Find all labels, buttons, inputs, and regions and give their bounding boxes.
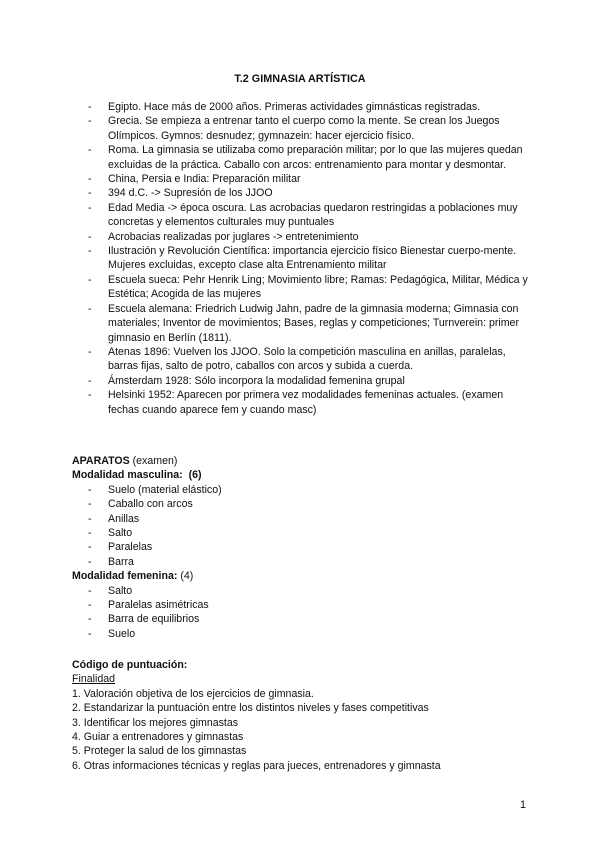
bullet-marker: - (88, 527, 92, 540)
bullet-marker: - (88, 201, 92, 214)
list-item: 3. Identificar los mejores gimnastas (72, 716, 239, 729)
list-item: - Atenas 1896: Vuelven los JJOO. Solo la competición masculina en anillas, paralelas, barras fijas, salto de potro, caballos con arcos y subida a cuerda. (88, 345, 506, 373)
list-item: 4. Guiar a entrenadores y gimnastas (72, 731, 244, 744)
bullet-marker: - (88, 498, 92, 511)
bullet-marker: - (88, 144, 92, 157)
list-item: - Salto (88, 527, 133, 540)
page-number: 1 (520, 799, 527, 811)
list-item: - Ámsterdam 1928: Sólo incorpora la modalidad femenina grupal (88, 374, 405, 387)
bullet-marker: - (88, 374, 92, 387)
bullet-marker: - (88, 541, 92, 554)
list-item: - Escuela alemana: Friedrich Ludwig Jahn, padre de la gimnasia moderna; Gimnasia con materiales; Inventor de movimientos; Bases, reglas y competiciones; Turnverein: primer gimnasio en Berlín (1811). (88, 302, 519, 344)
list-item: - Acrobacias realizadas por juglares -> entretenimiento (88, 230, 359, 243)
bullet-marker: - (88, 173, 92, 186)
bullet-marker: - (88, 389, 92, 402)
femenina-heading: Modalidad femenina: (4) (72, 570, 194, 583)
codigo-section (72, 658, 532, 773)
list-item: - Paralelas asimétricas (88, 599, 209, 612)
list-item: - Ilustración y Revolución Científica: importancia ejercicio físico Bienestar cuerpo-mente. Mujeres excluidas, excepto clase alta Entrenamiento militar (88, 245, 517, 272)
bullet-marker: - (88, 345, 92, 358)
bullet-marker: - (88, 302, 92, 315)
bullet-marker: - (88, 245, 92, 258)
list-item: - Paralelas (88, 541, 153, 554)
list-item: - Escuela sueca: Pehr Henrik Ling; Movimiento libre; Ramas: Pedagógica, Militar, Médica y Estética; Acogida de las mujeres (88, 273, 528, 301)
bullet-marker: - (88, 101, 92, 113)
list-item: 6. Otras informaciones técnicas y reglas para jueces, entrenadores y gimnasta (72, 759, 441, 772)
bullet-marker: - (88, 273, 92, 286)
bullet-marker: - (88, 483, 92, 496)
bullet-marker: - (88, 115, 92, 128)
list-item: - Salto (88, 584, 133, 597)
page-title: T.2 GIMNASIA ARTÍSTICA (234, 73, 366, 85)
list-item: - Barra de equilibrios (88, 613, 200, 626)
list-item: - Anillas (88, 512, 140, 525)
bullet-marker: - (88, 599, 92, 612)
list-item: 5. Proteger la salud de los gimnastas (72, 745, 247, 758)
finalidad-subheading: Finalidad (72, 673, 115, 686)
bullet-marker: - (88, 584, 92, 597)
aparatos-section (72, 454, 532, 641)
list-item: - Suelo (material elástico) (88, 483, 222, 496)
list-item: - Egipto. Hace más de 2000 años. Primeras actividades gimnásticas registradas. (88, 101, 481, 113)
codigo-heading: Código de puntuación: (72, 659, 188, 671)
list-item: - Suelo (88, 627, 136, 640)
masculina-list (72, 483, 532, 569)
bullet-marker: - (88, 512, 92, 525)
bullet-marker: - (88, 187, 92, 200)
femenina-list (72, 584, 532, 642)
list-item: 1. Valoración objetiva de los ejercicios de gimnasia. (72, 687, 314, 700)
bullet-marker: - (88, 230, 92, 243)
list-item: - Helsinki 1952: Aparecen por primera vez modalidades femeninas actuales. (examen fechas cuando aparece fem y cuando masc) (88, 389, 504, 416)
bullet-marker: - (88, 555, 92, 568)
bullet-marker: - (88, 613, 92, 626)
list-item: - China, Persia e India: Preparación militar (88, 173, 301, 186)
list-item: - Barra (88, 555, 134, 568)
list-item: - Edad Media -> época oscura. Las acrobacias quedaron restringidas a poblaciones muy concretas y elementos culturales muy puntuales (88, 201, 518, 229)
list-item: - Roma. La gimnasia se utilizaba como preparación militar; por lo que las mujeres quedan excluidas de la práctica. Caballo con arcos: entrenamiento para montar y desmontar. (88, 144, 523, 171)
aparatos-heading: APARATOS (examen) (72, 455, 178, 467)
masculina-heading: Modalidad masculina: (6) (72, 469, 202, 482)
list-item: - 394 d.C. -> Supresión de los JJOO (88, 187, 273, 200)
list-item: 2. Estandarizar la puntuación entre los distintos niveles y fases competitivas (72, 702, 429, 715)
history-list (88, 100, 533, 417)
list-item: - Caballo con arcos (88, 498, 193, 511)
list-item: - Grecia. Se empieza a entrenar tanto el cuerpo como la mente. Se crean los Juegos Olímpicos. Gymnos: desnudez; gymnazein: hacer ejercicio físico. (88, 115, 500, 142)
bullet-marker: - (88, 627, 92, 640)
